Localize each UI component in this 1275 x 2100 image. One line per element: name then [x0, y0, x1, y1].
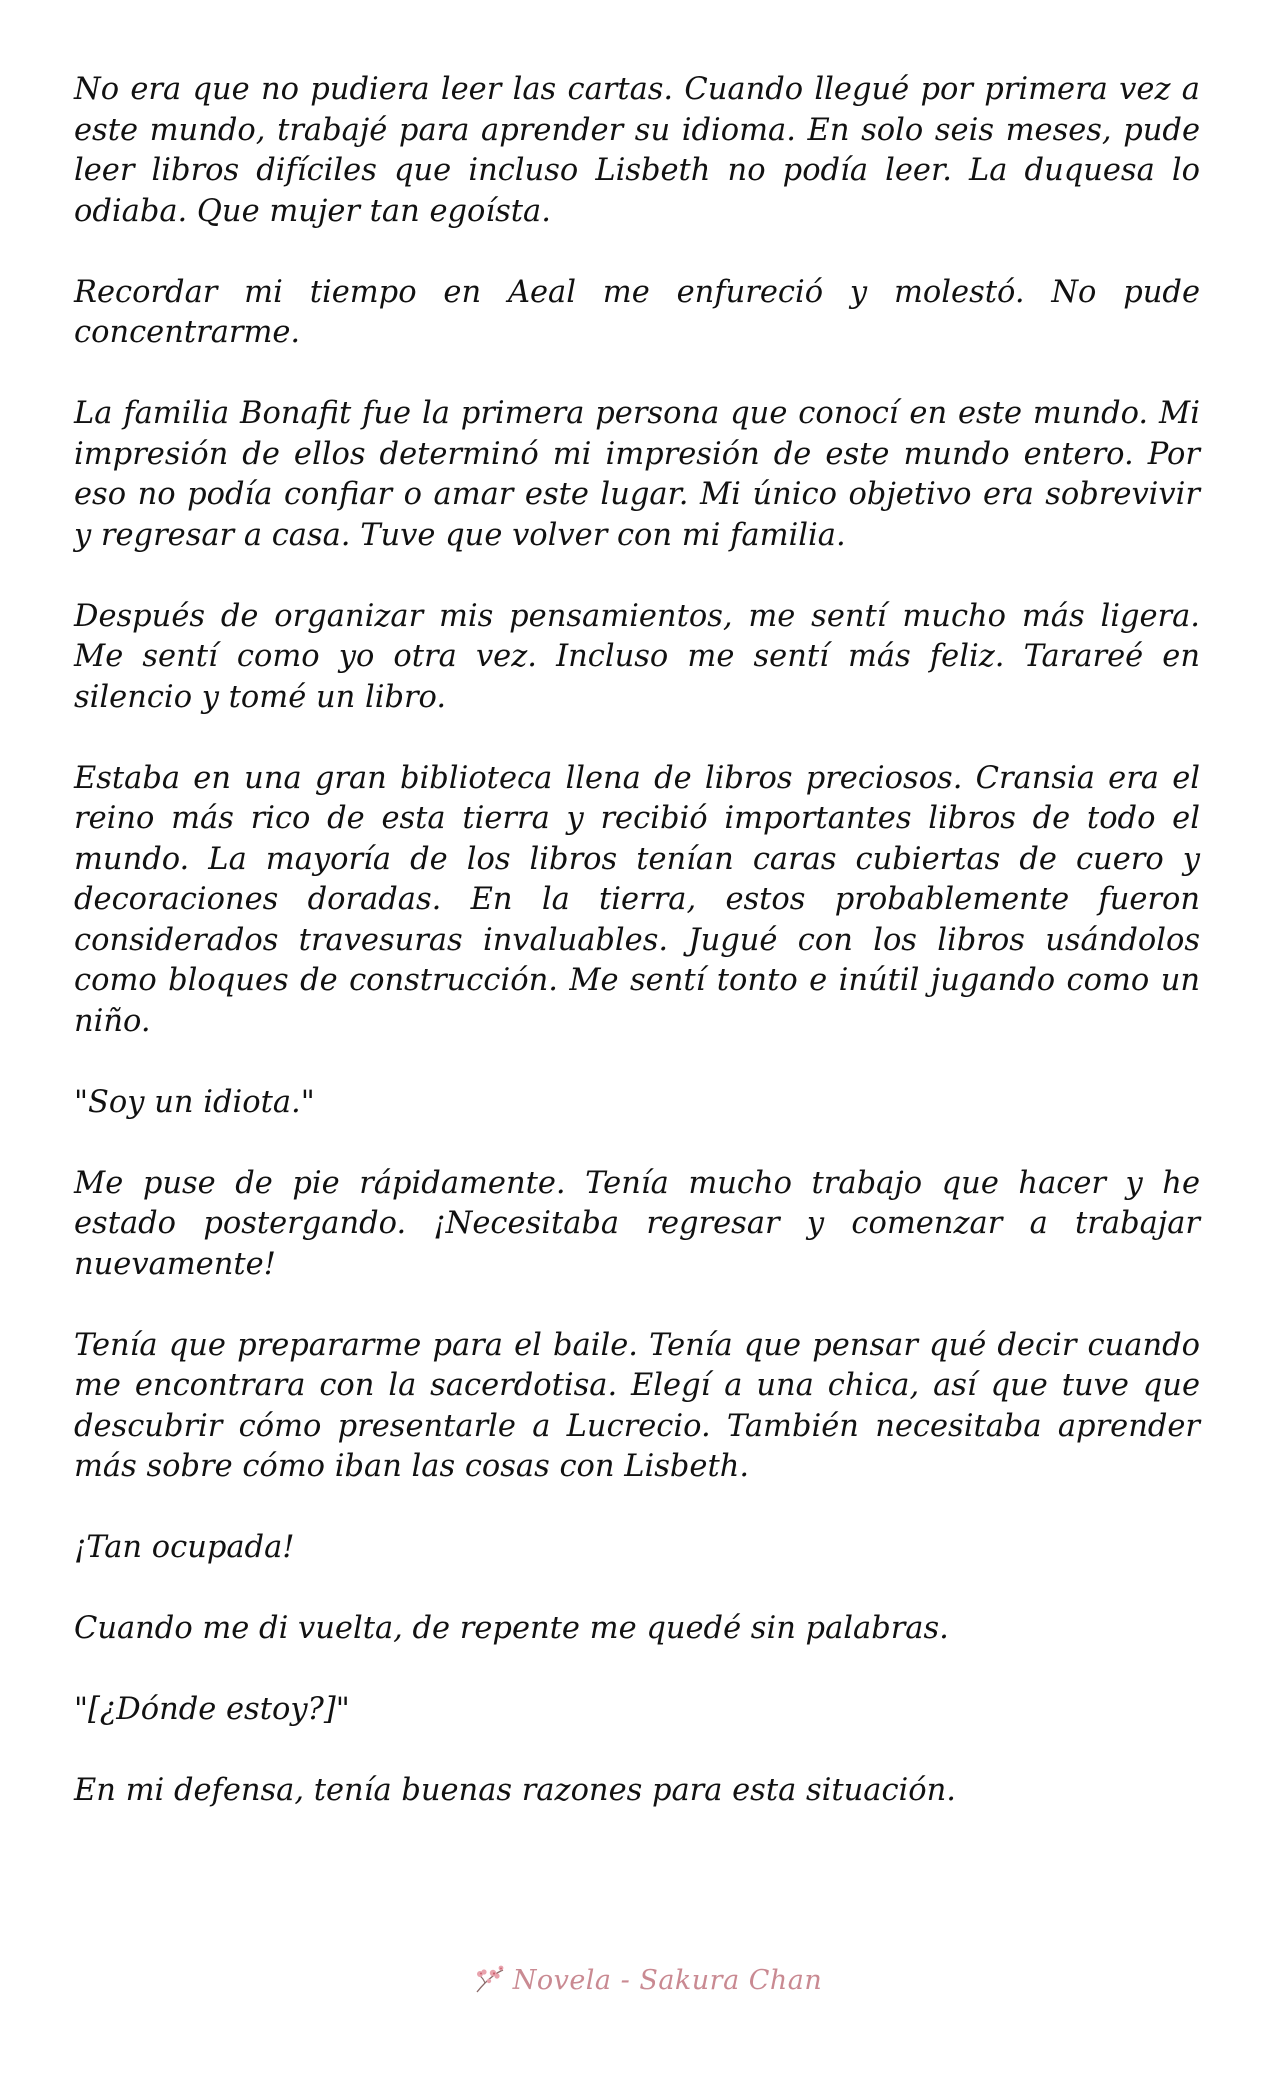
paragraph-11-dialogue: "[¿Dónde estoy?]" — [74, 1692, 350, 1727]
document-body — [74, 70, 1200, 1852]
cherry-blossom-icon — [471, 1962, 507, 1998]
paragraph-4: Después de organizar mis pensamientos, me sentí mucho más ligera. Me sentí como yo otra vez. Incluso me sentí más feliz. Tarareé en silencio y tomé un libro. — [74, 598, 1200, 715]
paragraph-3: La familia Bonafit fue la primera persona que conocí en este mundo. Mi impresión de ellos determinó mi impresión de este mundo entero. Por eso no podía confiar o amar este lugar. Mi único objetivo era sobrevivir y regresar a casa. Tuve que volver con mi familia. — [74, 396, 1200, 553]
watermark — [471, 1962, 823, 1998]
paragraph-8: Tenía que prepararme para el baile. Tenía que pensar qué decir cuando me encontrara con la sacerdotisa. Elegí a una chica, así que tuve que descubrir cómo presentarle a Lucrecio. También necesitaba aprender más sobre cómo iban las cosas con Lisbeth. — [74, 1327, 1200, 1484]
paragraph-12: En mi defensa, tenía buenas razones para esta situación. — [74, 1773, 956, 1808]
paragraph-1: No era que no pudiera leer las cartas. Cuando llegué por primera vez a este mundo, trabajé para aprender su idioma. En solo seis meses, pude leer libros difíciles que incluso Lisbeth no podía leer. La duquesa lo odiaba. Que mujer tan egoísta. — [74, 72, 1200, 229]
paragraph-5: Estaba en una gran biblioteca llena de libros preciosos. Cransia era el reino más rico de esta tierra y recibió importantes libros de todo el mundo. La mayoría de los libros tenían caras cubiertas de cuero y decoraciones doradas. En la tierra, estos probablemente fueron considerados travesuras invaluables. Jugué con los libros usándolos como bloques de construcción. Me sentí tonto e inútil jugando como un niño. — [74, 760, 1200, 1039]
paragraph-2: Recordar mi tiempo en Aeal me enfureció y molestó. No pude concentrarme. — [74, 274, 1200, 350]
paragraph-9-exclamation: ¡Tan ocupada! — [74, 1530, 295, 1565]
paragraph-7: Me puse de pie rápidamente. Tenía mucho trabajo que hacer y he estado postergando. ¡Necesitaba regresar y comenzar a trabajar nuevamente! — [74, 1165, 1200, 1282]
paragraph-10: Cuando me di vuelta, de repente me quedé sin palabras. — [74, 1611, 949, 1646]
paragraph-6-dialogue: "Soy un idiota." — [74, 1084, 315, 1120]
watermark-text: Novela - Sakura Chan — [512, 1964, 823, 1996]
footer-watermark — [0, 1962, 1275, 1998]
